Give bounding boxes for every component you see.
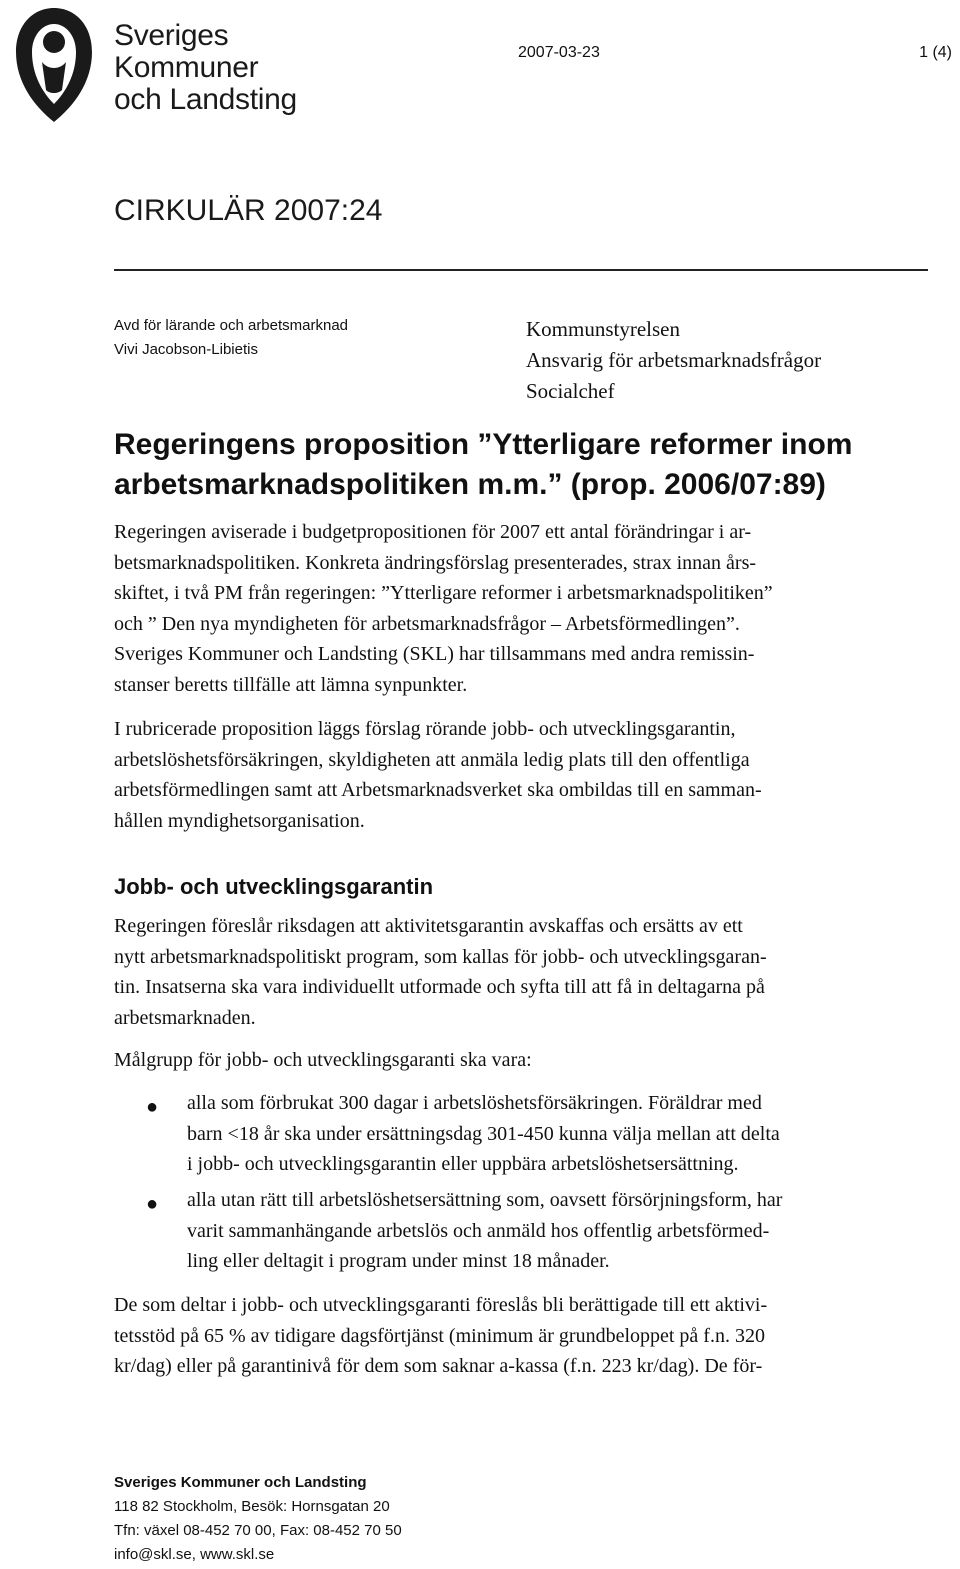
- list-item: [187, 1185, 782, 1277]
- recipient: Socialchef: [526, 379, 615, 403]
- sender-name: Vivi Jacobson-Libietis: [114, 341, 258, 358]
- page-number: 1 (4): [919, 44, 952, 61]
- document-date: 2007-03-23: [518, 44, 600, 61]
- logo-text-line: och Landsting: [114, 83, 297, 116]
- logo-emblem-icon: [4, 2, 104, 126]
- footer-organization: Sveriges Kommuner och Landsting: [114, 1474, 367, 1491]
- text-line: kr/dag) eller på garantinivå för dem som saknar a-kassa (f.n. 223 kr/dag). De för-: [114, 1355, 763, 1378]
- target-group-intro: [114, 1045, 532, 1076]
- text-line: betsmarknadspolitiken. Konkreta ändringsförslag presenterades, strax innan års-: [114, 551, 757, 574]
- recipient: Ansvarig för arbetsmarknadsfrågor: [526, 348, 822, 372]
- footer-web: info@skl.se, www.skl.se: [114, 1546, 275, 1563]
- text-line: De som deltar i jobb- och utvecklingsgaranti föreslås bli berättigade till ett aktivi-: [114, 1294, 768, 1316]
- section-heading: Jobb- och utvecklingsgarantin: [114, 874, 434, 899]
- list-item: [187, 1088, 780, 1180]
- organization-logo: [4, 2, 304, 126]
- text-line: arbetsmarknaden.: [114, 1006, 256, 1029]
- footer-address: 118 82 Stockholm, Besök: Hornsgatan 20: [114, 1498, 390, 1515]
- text-line: varit sammanhängande arbetslös och anmäld hos offentlig arbetsförmed-: [187, 1219, 770, 1242]
- bullet-icon: ●: [146, 1193, 159, 1215]
- logo-text-line: Sveriges: [114, 19, 229, 52]
- text-line: alla utan rätt till arbetslöshetsersättning som, oavsett försörjningsform, har: [187, 1189, 783, 1211]
- text-line: och ” Den nya myndigheten för arbetsmarknadsfrågor – Arbetsförmedlingen”.: [114, 612, 740, 635]
- text-line: tin. Insatserna ska vara individuellt utformade och syfta till att få in deltagarna på: [114, 976, 765, 999]
- intro-paragraph: [114, 517, 773, 701]
- text-line: hållen myndighetsorganisation.: [114, 809, 365, 832]
- proposition-paragraph: [114, 714, 762, 836]
- bullet-icon: ●: [146, 1096, 159, 1118]
- text-line: arbetslöshetsförsäkringen, skyldigheten att anmäla ledig plats till den offentliga: [114, 748, 750, 771]
- text-line: tetsstöd på 65 % av tidigare dagsförtjänst (minimum är grundbeloppet på f.n. 320: [114, 1324, 765, 1347]
- sender-department: Avd för lärande och arbetsmarknad: [114, 317, 349, 334]
- logo-text-line: Kommuner: [114, 51, 259, 84]
- text-line: ling eller deltagit i program under minst 18 månader.: [187, 1250, 610, 1273]
- text-line: alla som förbrukat 300 dagar i arbetslöshetsförsäkringen. Föräldrar med: [187, 1092, 762, 1114]
- text-line: I rubricerade proposition läggs förslag rörande jobb- och utvecklingsgarantin,: [114, 718, 736, 740]
- text-line: Sveriges Kommuner och Landsting (SKL) har tillsammans med andra remissin-: [114, 643, 755, 666]
- title-line: Regeringens proposition ”Ytterligare reformer inom: [114, 428, 853, 461]
- text-line: Regeringen föreslår riksdagen att aktivitetsgarantin avskaffas och ersätts av ett: [114, 915, 743, 937]
- recipients-block: [526, 314, 821, 407]
- sender-block: [114, 314, 348, 362]
- text-line: nytt arbetsmarknadspolitiskt program, som kallas för jobb- och utvecklingsgaran-: [114, 945, 767, 968]
- circular-number: CIRKULÄR 2007:24: [114, 194, 383, 227]
- guarantee-paragraph: [114, 911, 767, 1033]
- activity-support-paragraph: [114, 1290, 767, 1382]
- text-line: Målgrupp för jobb- och utvecklingsgaranti ska vara:: [114, 1049, 532, 1071]
- text-line: barn <18 år ska under ersättningsdag 301-450 kunna välja mellan att delta: [187, 1122, 780, 1145]
- text-line: stanser beretts tillfälle att lämna synpunkter.: [114, 673, 468, 696]
- document-title: [114, 425, 944, 505]
- header-divider: [114, 269, 928, 271]
- title-line: arbetsmarknadspolitiken m.m.” (prop. 2006/07:89): [114, 468, 826, 501]
- text-line: i jobb- och utvecklingsgarantin eller uppbära arbetslöshetsersättning.: [187, 1153, 739, 1176]
- text-line: skiftet, i två PM från regeringen: ”Ytterligare reformer i arbetsmarknadspolitiken”: [114, 582, 773, 605]
- recipient: Kommunstyrelsen: [526, 317, 680, 341]
- footer-phone: Tfn: växel 08-452 70 00, Fax: 08-452 70 50: [114, 1522, 402, 1539]
- text-line: arbetsförmedlingen samt att Arbetsmarknadsverket ska ombildas till en samman-: [114, 779, 762, 802]
- text-line: Regeringen aviserade i budgetpropositionen för 2007 ett antal förändringar i ar-: [114, 521, 752, 543]
